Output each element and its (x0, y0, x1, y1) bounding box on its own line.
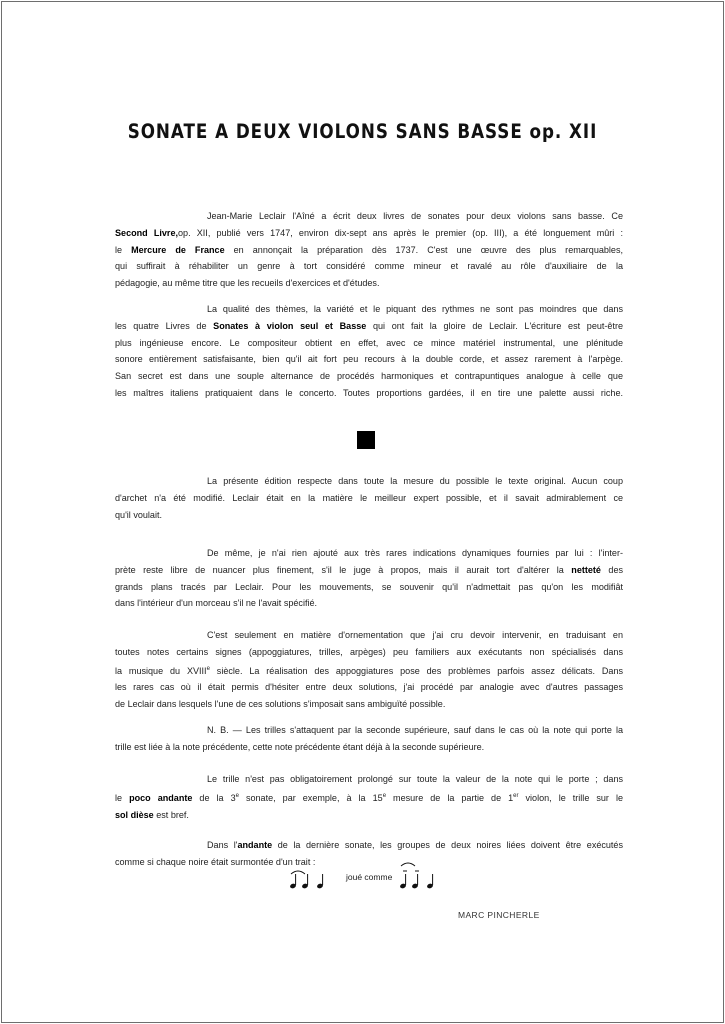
detached-notes-icon (398, 858, 448, 894)
emphasis-text: poco andante (129, 792, 193, 803)
superscript: e (206, 665, 210, 672)
text-span: de la 3 (192, 792, 236, 803)
text-line: trille est liée à la note précédente, cette note précédente étant déjà à la seconde supérieure. (115, 741, 485, 752)
paragraph-edition (115, 473, 623, 523)
paragraph-ornamentation (115, 627, 623, 713)
text-line: Jean-Marie Leclair l'Aîné a écrit deux livres de sonates pour deux violons sans basse. Ce (207, 211, 623, 221)
emphasis-text: Second Livre, (115, 227, 178, 238)
text-line: De même, je n'ai rien ajouté aux très rares indications dynamiques fournies par lui : l'inter- (207, 548, 623, 558)
text-line: Le trille n'est pas obligatoirement prolongé sur toute la valeur de la note qui le porte ; dans (207, 774, 623, 784)
text-line: d'archet n'a été modifié. Leclair était en la matière le meilleur expert possible, et il savait admirablement ce (115, 492, 623, 503)
paragraph-trill (115, 771, 623, 823)
text-line (115, 318, 623, 335)
emphasis-text: andante (237, 840, 273, 850)
text-span: le (115, 792, 130, 803)
text-span: en annonçait la préparation dès 1737. C'est une œuvre des plus remarquables, (224, 244, 624, 255)
text-span: les quatre Livres de (115, 320, 214, 331)
music-example (288, 864, 458, 898)
text-span: siècle. La réalisation des appoggiatures pose des problèmes parfois assez délicats. Dans (209, 665, 623, 676)
text-line: comme si chaque noire était surmontée d'un trait : (115, 856, 316, 867)
text-span: le (115, 244, 132, 255)
emphasis-text: Mercure de France (131, 244, 225, 255)
emphasis-text: Sonates à violon seul et Basse (213, 320, 367, 331)
text-span: prète reste libre de nuancer plus finement, s'il le juge à propos, mais il aurait tort d'altérer la (115, 564, 572, 575)
text-span: de la dernière sonate, les groupes de deux noires liées doivent être exécutés (272, 840, 623, 850)
text-line (115, 788, 623, 807)
paragraph-themes (115, 301, 623, 402)
text-line: La qualité des thèmes, la variété et le piquant des rythmes ne sont pas moindres que dans (207, 304, 623, 314)
text-span: op. XII, publié vers 1747, environ dix-sept ans après le premier (op. III), a été longuement mûri : (178, 227, 623, 238)
text-line: N. B. — Les trilles s'attaquent par la seconde supérieure, sauf dans le cas où la note qui porte la (207, 725, 623, 735)
paragraph-nb (115, 722, 623, 756)
text-line: les maîtres italiens pratiquaient dans le concerto. Toutes proportions gardées, il en tire une palette aussi riche. (115, 387, 623, 398)
section-divider-square (357, 431, 375, 449)
emphasis-text: netteté (571, 564, 601, 575)
text-line: de Leclair dans lesquels l'une de ces solutions s'imposait sans ambiguïté possible. (115, 699, 446, 710)
text-line (115, 225, 623, 242)
text-span: qui ont fait la gloire de Leclair. L'écriture est peut-être (366, 320, 624, 331)
text-line: qu'il voulait. (115, 509, 162, 520)
text-span: mesure de la partie de 1 (386, 792, 514, 803)
text-span: violon, le trille sur le (518, 792, 623, 803)
text-span: sonate, par exemple, à la 15 (238, 792, 383, 803)
text-line: qui suffirait à réhabiliter un genre à tort considéré comme mineur et ravalé au rôle d'auxiliaire de la (115, 261, 623, 272)
text-line: San secret est dans une souple alternance de procédés harmoniques et contrapuntiques analogue à celle que (115, 371, 623, 382)
text-line: La présente édition respecte dans toute la mesure du possible le texte original. Aucun coup (207, 476, 623, 486)
text-line (115, 562, 623, 579)
text-line (115, 661, 623, 680)
text-line (115, 837, 623, 854)
text-line: plus ingénieuse encore. Le compositeur obtient en effet, avec ce mince matériel instrumental, une plénitude (115, 337, 623, 348)
document-page (1, 1, 724, 1023)
joue-comme-label: joué comme (346, 872, 393, 882)
author-signature: MARC PINCHERLE (458, 910, 540, 920)
text-span: la musique du XVIII (115, 665, 207, 676)
text-line: pédagogie, au même titre que les recueils d'exercices et d'études. (115, 278, 380, 289)
text-line: C'est seulement en matière d'ornementation que j'ai cru devoir intervenir, en traduisant en (207, 630, 623, 640)
superscript: e (382, 792, 387, 799)
text-line: grands plans tracés par Leclair. Pour les mouvements, se souvenir qu'il n'admettait pas qu'on les modifiât (115, 581, 623, 592)
text-line: dans l'intérieur d'un morceau s'il ne l'avait spécifié. (115, 598, 318, 609)
superscript: e (235, 792, 239, 799)
emphasis-text: sol dièse (115, 809, 154, 820)
text-span: est bref. (153, 809, 189, 820)
text-line: toutes notes certains signes (appoggiatures, trilles, arpèges) peu familiers aux exécutants non spécialisés dans (115, 646, 623, 657)
superscript: er (513, 792, 519, 799)
text-line: les rares cas où il était permis d'hésiter entre deux solutions, j'ai procédé par analogie avec d'autres passages (115, 682, 623, 693)
paragraph-dynamics (115, 545, 623, 612)
text-span: Dans l' (207, 840, 238, 850)
text-line (115, 807, 623, 824)
tied-notes-icon (288, 864, 336, 894)
page-title: SONATE A DEUX VIOLONS SANS BASSE op. XII (127, 120, 598, 143)
text-span: des (600, 564, 623, 575)
text-line: sonore entièrement satisfaisante, bien qu'il ait fort peu recours à la double corde, et assez rarement à l'arpège. (115, 354, 623, 365)
text-line (115, 242, 623, 259)
paragraph-intro (115, 208, 623, 292)
